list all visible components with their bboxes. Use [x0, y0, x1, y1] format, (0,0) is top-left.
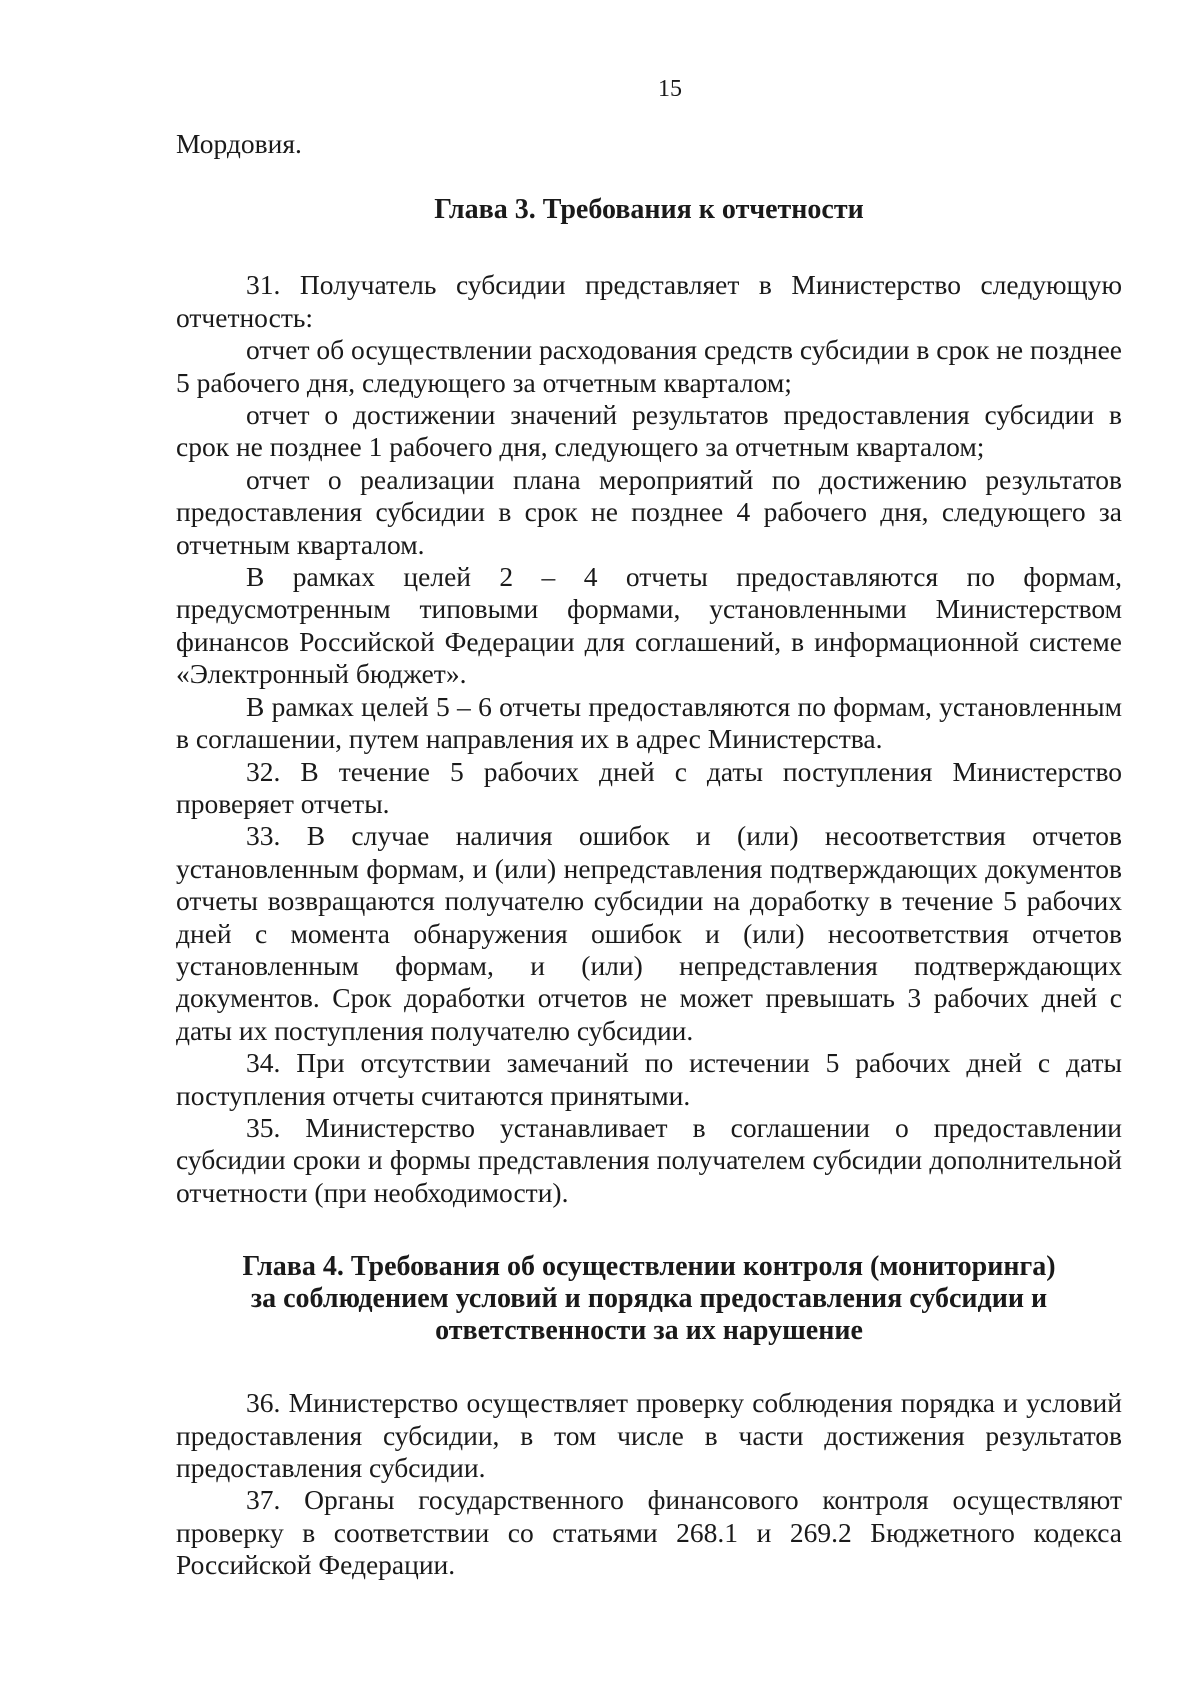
paragraph-35: 35. Министерство устанавливает в соглашении о предоставлении субсидии сроки и формы представления получателем субсидии дополнительной отчетности (при необходимости). [176, 1111, 1122, 1208]
chapter-3-title: Глава 3. Требования к отчетности [434, 194, 864, 226]
paragraph-36: 36. Министерство осуществляет проверку соблюдения порядка и условий предоставления субсидии, в том числе в части достижения результатов предоставления субсидии. [176, 1387, 1122, 1483]
chapter-4-title-line-3: ответственности за их нарушение [435, 1315, 863, 1347]
document-body [176, 128, 1122, 1582]
paragraph-33: 33. В случае наличия ошибок и (или) несоответствия отчетов установленным формам, и (или) непредставления подтверждающих документов отчеты возвращаются получателю субсидии на доработку в течение 5 рабочих дней с момента обнаружения ошибок и (или) несоответствия отчетов установленным формам, и (или) непредставления подтверждающих документов. Срок доработки отчетов не может превышать 3 рабочих дней с даты их поступления получателю субсидии. [176, 820, 1122, 1046]
chapter-3-section [176, 269, 1122, 1209]
paragraph-31-goals-2-4: В рамках целей 2 – 4 отчеты предоставляются по формам, предусмотренным типовыми формами, установленными Министерством финансов Российской Федерации для соглашений, в информационной системе «Электронный бюджет». [176, 561, 1122, 690]
chapter-4-title-line-2: за соблюдением условий и порядка предоставления субсидии и [250, 1283, 1048, 1315]
chapter-4-title-line-1: Глава 4. Требования об осуществлении контроля (мониторинга) [242, 1251, 1056, 1283]
chapter-4-title [176, 1251, 1122, 1347]
opening-line: Мордовия. [176, 128, 302, 159]
paragraph-31-item-3: отчет о реализации плана мероприятий по достижению результатов предоставления субсидии в срок не позднее 4 рабочего дня, следующего за отчетным кварталом. [176, 463, 1122, 560]
paragraph-31-item-1: отчет об осуществлении расходования средств субсидии в срок не позднее 5 рабочего дня, следующего за отчетным кварталом; [176, 334, 1122, 398]
paragraph-34: 34. При отсутствии замечаний по истечении 5 рабочих дней с даты поступления отчеты считаются принятыми. [176, 1047, 1122, 1111]
paragraph-31: 31. Получатель субсидии представляет в Министерство следующую отчетность: [176, 269, 1122, 333]
paragraph-31-goals-5-6: В рамках целей 5 – 6 отчеты предоставляются по формам, установленным в соглашении, путем направления их в адрес Министерства. [176, 690, 1122, 755]
paragraph-32: 32. В течение 5 рабочих дней с даты поступления Министерство проверяет отчеты. [176, 755, 1122, 819]
paragraph-31-item-2: отчет о достижении значений результатов предоставления субсидии в срок не позднее 1 рабочего дня, следующего за отчетным кварталом; [176, 399, 1122, 463]
paragraph-37: 37. Органы государственного финансового контроля осуществляют проверку в соответствии со статьями 268.1 и 269.2 Бюджетного кодекса Российской Федерации. [176, 1484, 1122, 1581]
chapter-4-section [176, 1387, 1122, 1581]
page-number: 15 [658, 76, 682, 102]
